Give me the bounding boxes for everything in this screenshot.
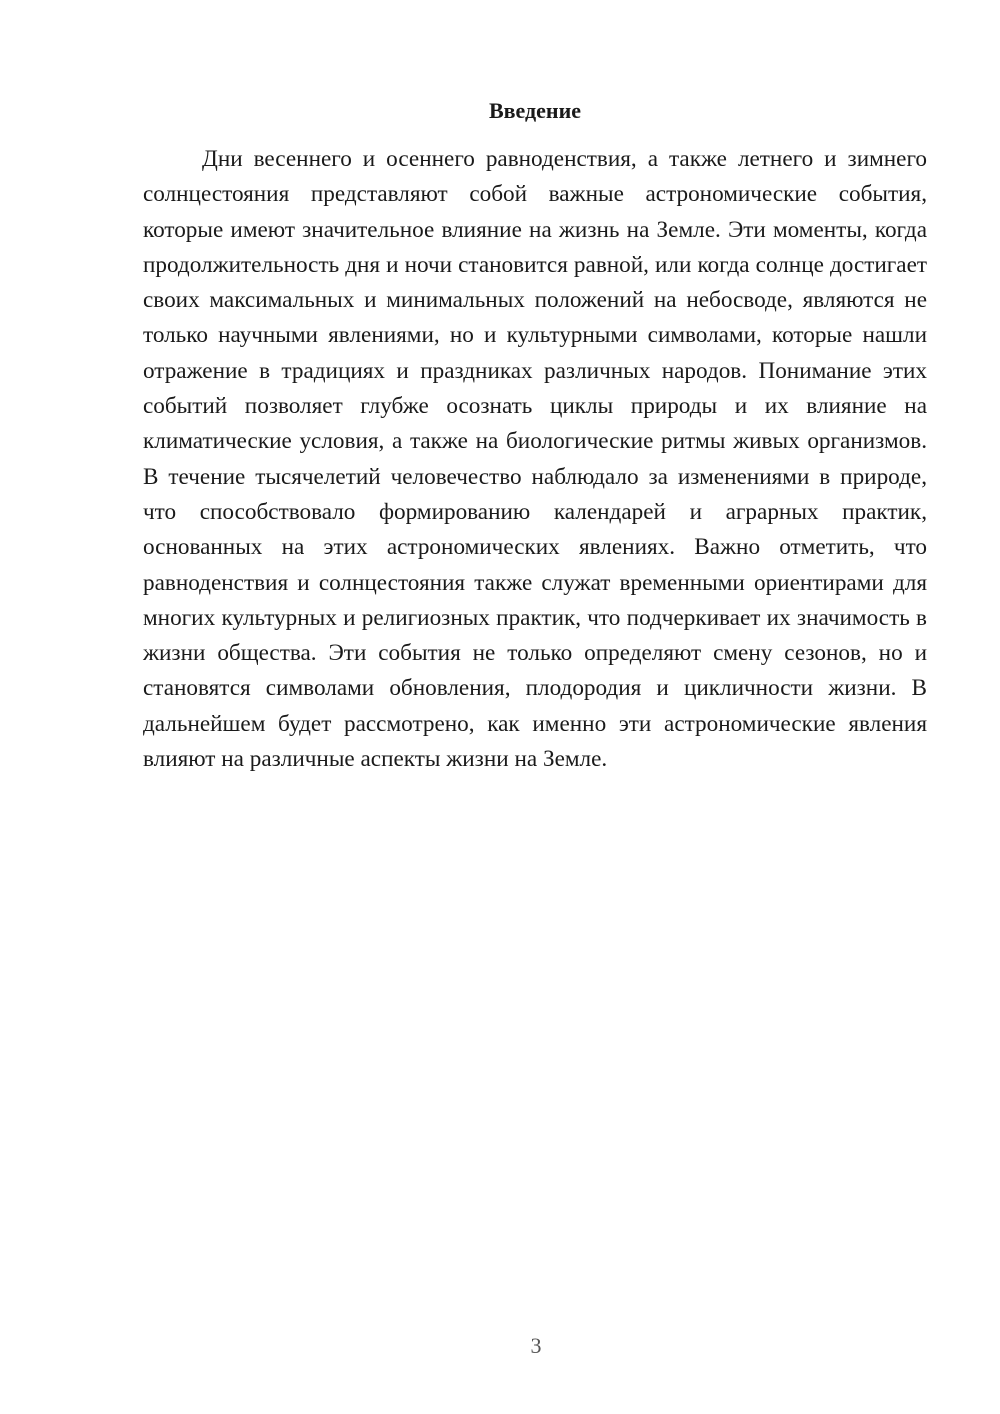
page-number: 3 — [530, 1333, 542, 1358]
body-paragraph: Дни весеннего и осеннего равноденствия, а также летнего и зимнего солнцестояния представляют собой важные астрономические события, которые имеют значительное влияние на жизнь на Земле. Эти моменты, когда продолжительность дня и ночи становится равной, или когда солнце достигает своих максимальных и минимальных положений на небосводе, являются не только научными явлениями, но и культурными символами, которые нашли отражение в традициях и праздниках различных народов. Понимание этих событий позволяет глубже осознать циклы природы и их влияние на климатические условия, а также на биологические ритмы живых организмов. В течение тысячелетий человечество наблюдало за изменениями в природе, что способствовало формированию календарей и аграрных практик, основанных на этих астрономических явлениях. Важно отметить, что равноденствия и солнцестояния также служат временными ориентирами для многих культурных и религиозных практик, что подчеркивает их значимость в жизни общества. Эти события не только определяют смену сезонов, но и становятся символами обновления, плодородия и цикличности жизни. В дальнейшем будет рассмотрено, как именно эти астрономические явления влияют на различные аспекты жизни на Земле. — [143, 146, 927, 773]
section-heading: Введение — [488, 98, 582, 123]
